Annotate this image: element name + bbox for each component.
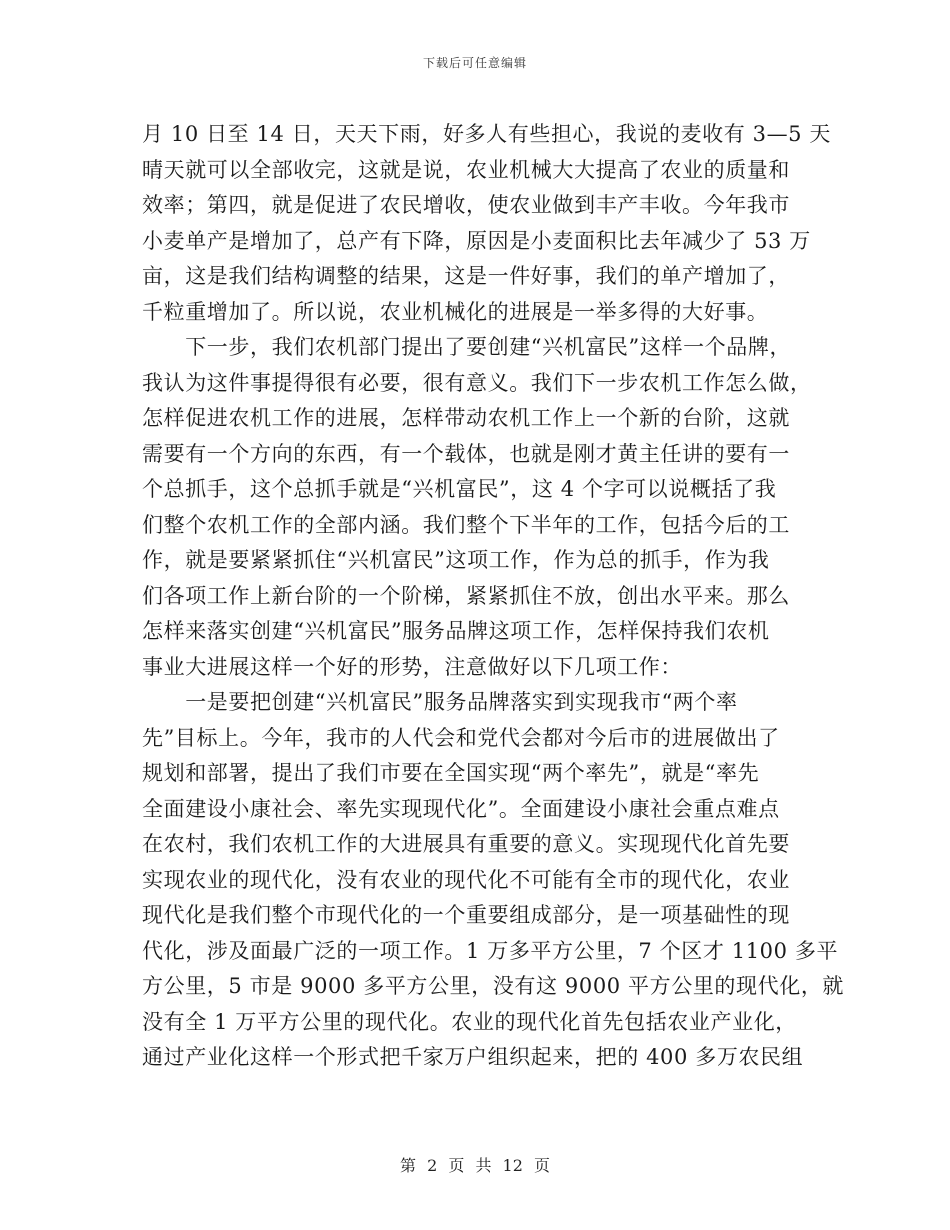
text-line: 需要有一个方向的东西，有一个载体，也就是刚才黄主任讲的要有一 (142, 441, 790, 466)
text-line: 晴天就可以全部收完，这就是说，农业机械大大提高了农业的质量和 (142, 157, 790, 182)
text-line: 规划和部署，提出了我们市要在全国实现“两个率先”，就是“率先 (142, 761, 760, 785)
text-line: 先”目标上。今年，我市的人代会和党代会都对今后市的进展做出了 (142, 725, 780, 750)
paragraph-1 (142, 117, 832, 330)
text-line: 全面建设小康社会、率先实现现代化”。全面建设小康社会重点难点 (142, 796, 780, 821)
text-line: 小麦单产是增加了，总产有下降，原因是小麦面积比去年减少了 53 万 (142, 228, 811, 253)
text-line: 千粒重增加了。所以说，农业机械化的进展是一举多得的大好事。 (142, 299, 769, 324)
text-line: 们整个农机工作的全部内涵。我们整个下半年的工作，包括今后的工 (142, 512, 790, 537)
text-line: 事业大进展这样一个好的形势，注意做好以下几项工作： (142, 654, 682, 679)
paragraph-2 (142, 330, 812, 685)
text-line: 作，就是要紧紧抓住“兴机富民”这项工作，作为总的抓手，作为我 (142, 548, 770, 572)
text-line: 怎样来落实创建“兴机富民”服务品牌这项工作，怎样保持我们农机 (142, 619, 770, 643)
text-line: 们各项工作上新台阶的一个阶梯，紧紧抓住不放，创出水平来。那么 (142, 583, 790, 608)
text-line: 亩，这是我们结构调整的结果，这是一件好事，我们的单产增加了， (142, 264, 790, 288)
text-line: 在农村，我们农机工作的大进展具有重要的意义。实现现代化首先要 (142, 832, 790, 856)
page-header: 下载后可任意编辑 (422, 56, 527, 70)
text-line: 代化，涉及面最广泛的一项工作。1 万多平方公里，7 个区才 1100 多平 (142, 938, 839, 963)
paragraph-3 (142, 685, 845, 1076)
text-line: 通过产业化这样一个形式把千家万户组织起来，把的 400 多万农民组 (142, 1045, 804, 1069)
text-line: 月 10 日至 14 日，天天下雨，好多人有些担心，我说的麦收有 3—5 天 (142, 122, 832, 146)
body-text (142, 117, 845, 1076)
text-line: 我认为这件事提得很有必要，很有意义。我们下一步农机工作怎么做， (142, 370, 812, 395)
page-number: 第 2 页 共 12 页 (400, 1156, 550, 1175)
text-line: 怎样促进农机工作的进展，怎样带动农机工作上一个新的台阶，这就 (142, 406, 790, 430)
text-line: 个总抓手，这个总抓手就是“兴机富民”，这 4 个字可以说概括了我 (142, 477, 777, 501)
text-line: 没有全 1 万平方公里的现代化。农业的现代化首先包括农业产业化， (142, 1009, 797, 1034)
text-line: 方公里，5 市是 9000 多平方公里，没有这 9000 平方公里的现代化，就 (142, 974, 845, 998)
text-line: 实现农业的现代化，没有农业的现代化不可能有全市的现代化，农业 (142, 867, 790, 892)
text-line: 一是要把创建“兴机富民”服务品牌落实到实现我市“两个率 (142, 690, 738, 714)
text-line: 效率；第四，就是促进了农民增收，使农业做到丰产丰收。今年我市 (142, 193, 790, 217)
text-line: 现代化是我们整个市现代化的一个重要组成部分，是一项基础性的现 (142, 903, 790, 927)
text-line: 下一步，我们农机部门提出了要创建“兴机富民”这样一个品牌， (142, 335, 792, 359)
